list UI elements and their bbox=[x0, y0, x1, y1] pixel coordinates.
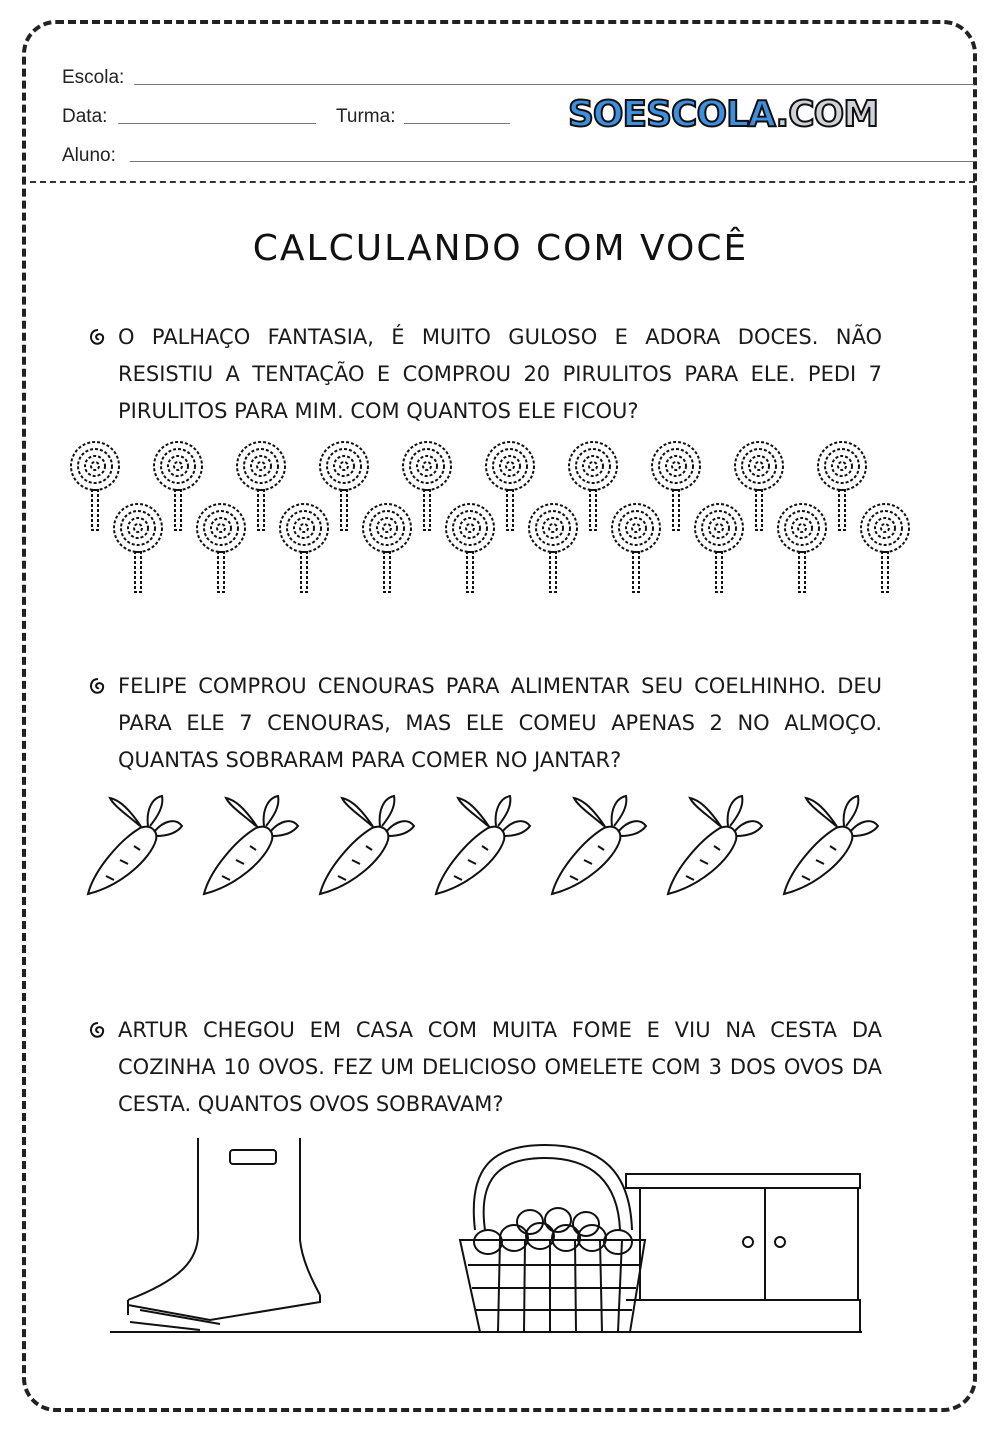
lollipop-icon bbox=[778, 504, 826, 592]
lollipop-icon bbox=[652, 442, 700, 530]
swirl-bullet-icon bbox=[86, 326, 110, 350]
lollipop-icon bbox=[569, 442, 617, 530]
carrots-illustration bbox=[80, 790, 900, 905]
kitchen-scene-icon bbox=[100, 1130, 880, 1340]
question-3: ARTUR CHEGOU EM CASA COM MUITA FOME E VIU NA CESTA DA COZINHA 10 OVOS. FEZ UM DELICIOSO OMELETE COM 3 DOS OVOS DA CESTA. QUANTOS OVOS SOBRAVAM? bbox=[118, 1018, 882, 1116]
lollipop-icon bbox=[320, 442, 368, 530]
data-label: Data: bbox=[62, 106, 108, 127]
escola-label: Escola: bbox=[62, 67, 125, 88]
soescola-logo bbox=[568, 94, 879, 135]
aluno-label: Aluno: bbox=[62, 145, 116, 166]
question-2: FELIPE COMPROU CENOURAS PARA ALIMENTAR SEU COELHINHO. DEU PARA ELE 7 CENOURAS, MAS ELE COMEU APENAS 2 NO ALMOÇO. QUANTAS SOBRARAM PARA COMER NO JANTAR? bbox=[118, 674, 882, 772]
swirl-bullet-icon bbox=[86, 675, 110, 699]
carrot-icon bbox=[552, 796, 646, 894]
lollipops-illustration bbox=[60, 438, 940, 598]
carrot-icon bbox=[204, 796, 298, 894]
lollipop-icon bbox=[446, 504, 494, 592]
carrot-icon bbox=[668, 796, 762, 894]
lollipop-icon bbox=[695, 504, 743, 592]
logo-part2: .COM bbox=[775, 94, 879, 135]
page-title: CALCULANDO COM VOCÊ bbox=[252, 228, 749, 269]
lollipop-icon bbox=[237, 442, 285, 530]
turma-label: Turma: bbox=[336, 106, 396, 127]
lollipop-icon bbox=[363, 504, 411, 592]
question-1: O PALHAÇO FANTASIA, É MUITO GULOSO E ADORA DOCES. NÃO RESISTIU A TENTAÇÃO E COMPROU 20 PIRULITOS PARA ELE. PEDI 7 PIRULITOS PARA MIM. COM QUANTOS ELE FICOU? bbox=[118, 325, 882, 423]
lollipop-icon bbox=[861, 504, 909, 592]
lollipop-icon bbox=[280, 504, 328, 592]
lollipop-icon bbox=[114, 504, 162, 592]
aluno-line bbox=[130, 161, 974, 162]
logo-part1: SOESCOLA bbox=[568, 94, 776, 135]
lollipop-icon bbox=[197, 504, 245, 592]
carrot-icon bbox=[320, 796, 414, 894]
lollipop-icon bbox=[486, 442, 534, 530]
lollipop-icon bbox=[154, 442, 202, 530]
lollipop-icon bbox=[818, 442, 866, 530]
carrot-icon bbox=[88, 796, 182, 894]
lollipop-icon bbox=[403, 442, 451, 530]
carrot-icon bbox=[784, 796, 878, 894]
turma-line bbox=[404, 123, 510, 124]
lollipop-icon bbox=[529, 504, 577, 592]
lollipop-icon bbox=[612, 504, 660, 592]
header-divider bbox=[30, 181, 975, 183]
lollipop-icon bbox=[735, 442, 783, 530]
escola-line bbox=[134, 84, 974, 85]
lollipop-icon bbox=[71, 442, 119, 530]
swirl-bullet-icon bbox=[86, 1019, 110, 1043]
data-line bbox=[118, 123, 316, 124]
carrot-icon bbox=[436, 796, 530, 894]
